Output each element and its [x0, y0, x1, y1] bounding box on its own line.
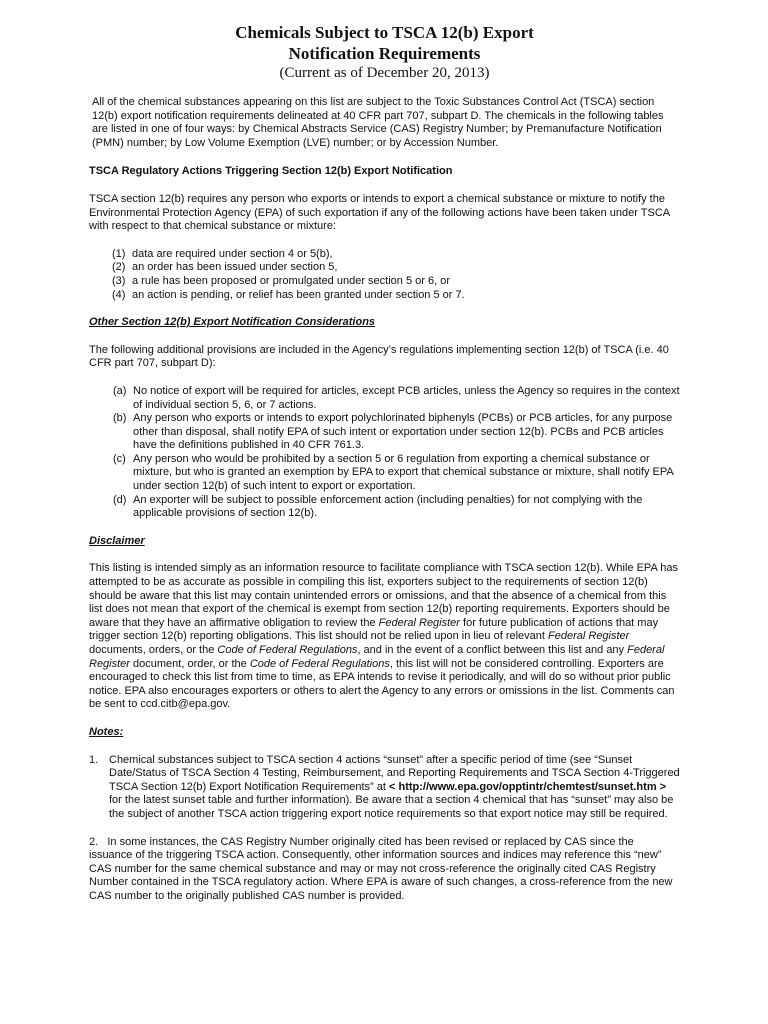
list-item-text: An exporter will be subject to possible enforcement action (including penalties) for not complying with the applicable provisions of section 12(b). — [133, 493, 643, 520]
list-marker: (4) — [112, 288, 126, 301]
note-marker: 2. — [89, 835, 99, 848]
disclaimer-text: document, order, or the — [129, 657, 250, 670]
disclaimer-text: , this list will not be considered controlling. Exporters are encouraged to check this list from time to time, as EPA intends to revise it periodically, and will do so without prior public notice. EPA also encourages exporters or others to alert the Agency to any errors or omissions in the list. Comments can be sent to ccd.citb@epa.gov. — [89, 657, 675, 711]
note-2 — [89, 836, 680, 904]
list-marker: (a) — [113, 384, 127, 397]
note-text-part: for the latest sunset table and further information). Be aware that a section 4 chemical that has “sunset” may also be the subject of another TSCA action triggering export notice requirements so that export notice may still be required. — [109, 794, 674, 820]
list-marker: (b) — [113, 412, 127, 425]
considerations-list — [89, 385, 680, 521]
list-item-text: an action is pending, or relief has been granted under section 5 or 7. — [132, 288, 465, 301]
list-item — [112, 248, 680, 262]
disclaimer-text: This listing is intended simply as an information resource to facilitate compliance with TSCA section 12(b). While EPA has attempted to be as accurate as possible in compiling this list, exporters subject to the requirements of section 12(b) should be aware that this list may contain unintended errors or omissions, and that the absence of a chemical from this list does not mean that export of the chemical is exempt from section 12(b) reporting requirements. Exporters should be aware that they have an affirmative obligation to review the — [89, 562, 678, 629]
list-item-text: a rule has been proposed or promulgated under section 5 or 6, or — [132, 274, 450, 287]
list-item — [112, 289, 680, 303]
list-item — [113, 494, 680, 521]
section-regulatory-actions-paragraph: TSCA section 12(b) requires any person who exports or intends to export a chemical substance or mixture to notify the Environmental Protection Agency (EPA) of such exportation if any of the following actions have been taken under TSCA with respect to that chemical substance or mixture: — [89, 192, 670, 233]
section-considerations-paragraph: The following additional provisions are included in the Agency’s regulations implementing section 12(b) of TSCA (i.e. 40 CFR part 707, subpart D): — [89, 343, 669, 370]
list-marker: (c) — [113, 452, 126, 465]
list-marker: (1) — [112, 247, 126, 260]
page-subtitle: (Current as of December 20, 2013) — [279, 65, 490, 81]
note-text: In some instances, the CAS Registry Number originally cited has been revised or replaced by CAS since the issuance of the triggering TSCA action. Consequently, other information sources and indices may reference this “new” CAS number for the same chemical substance and may or may not cross-reference the originally cited CAS Registry Number contained in the TSCA regulatory action. Where EPA is aware of such changes, a cross-reference from the new CAS number to the originally published CAS number is provided. — [89, 835, 673, 902]
page-title — [89, 22, 680, 64]
notes-list — [89, 754, 680, 822]
note-marker: 1. — [89, 753, 99, 766]
list-item — [113, 453, 680, 494]
list-item-text: No notice of export will be required for articles, except PCB articles, unless the Agency so requires in the context of individual section 5, 6, or 7 actions. — [133, 384, 680, 411]
section-considerations-heading: Other Section 12(b) Export Notification Considerations — [89, 316, 376, 329]
title-line-1: Chemicals Subject to TSCA 12(b) Export — [235, 23, 534, 42]
sunset-link[interactable]: < http://www.epa.gov/opptintr/chemtest/sunset.htm > — [389, 780, 667, 793]
list-item-text: data are required under section 4 or 5(b), — [132, 247, 333, 260]
triggering-actions-list — [89, 248, 680, 302]
list-item — [113, 385, 680, 412]
list-item — [112, 275, 680, 289]
note-text — [109, 754, 680, 822]
note-text-part: Chemical substances subject to TSCA section 4 actions “sunset” after a specific period of time (see “Sunset Date/Status of TSCA Section 4 Testing, Reimbursement, and Reporting Requirements and TSCA Section 4-Triggered TSCA Section 12(b) Export Notification Requirements” at — [109, 753, 680, 793]
list-item — [113, 412, 680, 453]
list-item — [112, 261, 680, 275]
federal-register-ref: Federal Register — [548, 630, 630, 643]
title-line-2: Notification Requirements — [288, 44, 481, 63]
federal-register-ref: Federal Register — [89, 644, 665, 670]
list-item-text: Any person who exports or intends to export polychlorinated biphenyls (PCBs) or PCB articles, for any purpose other than disposal, shall notify EPA of such intent or exportation under section 12(b). PCBs and PCB articles have the definitions published in 40 CFR 761.3. — [133, 412, 673, 452]
list-marker: (3) — [112, 274, 126, 287]
list-item-text: an order has been issued under section 5, — [132, 261, 338, 274]
notes-heading: Notes: — [89, 725, 124, 738]
disclaimer-paragraph — [89, 562, 680, 712]
cfr-ref: Code of Federal Regulations — [249, 657, 390, 670]
list-item-text: Any person who would be prohibited by a section 5 or 6 regulation from exporting a chemical substance or mixture, but who is granted an exemption by EPA to export that chemical substance or mixture, shall notify EPA under section 12(b) of such intent to export or exportation. — [133, 452, 674, 493]
disclaimer-text: documents, orders, or the — [89, 644, 218, 656]
cfr-ref: Code of Federal Regulations — [217, 644, 358, 656]
section-regulatory-actions-heading: TSCA Regulatory Actions Triggering Section 12(b) Export Notification — [89, 165, 453, 178]
note-item — [89, 754, 680, 822]
federal-register-ref: Federal Register — [378, 616, 460, 629]
intro-paragraph: All of the chemical substances appearing on this list are subject to the Toxic Substances Control Act (TSCA) section 12(b) export notification requirements delineated at 40 CFR part 707, subpart D. The chemicals in the following tables are listed in one of four ways: by Chemical Abstracts Service (CAS) Registry Number; by Premanufacture Notification (PMN) number; by Low Volume Exemption (LVE) number; or by Accession Number. — [92, 96, 664, 149]
list-marker: (d) — [113, 493, 127, 506]
disclaimer-text: for future publication of actions that may trigger section 12(b) reporting obligations. This list should not be relied upon in lieu of relevant — [89, 616, 659, 643]
list-marker: (2) — [112, 261, 126, 274]
disclaimer-text: , and in the event of a conflict between this list and any — [357, 644, 628, 656]
disclaimer-heading: Disclaimer — [89, 534, 145, 547]
